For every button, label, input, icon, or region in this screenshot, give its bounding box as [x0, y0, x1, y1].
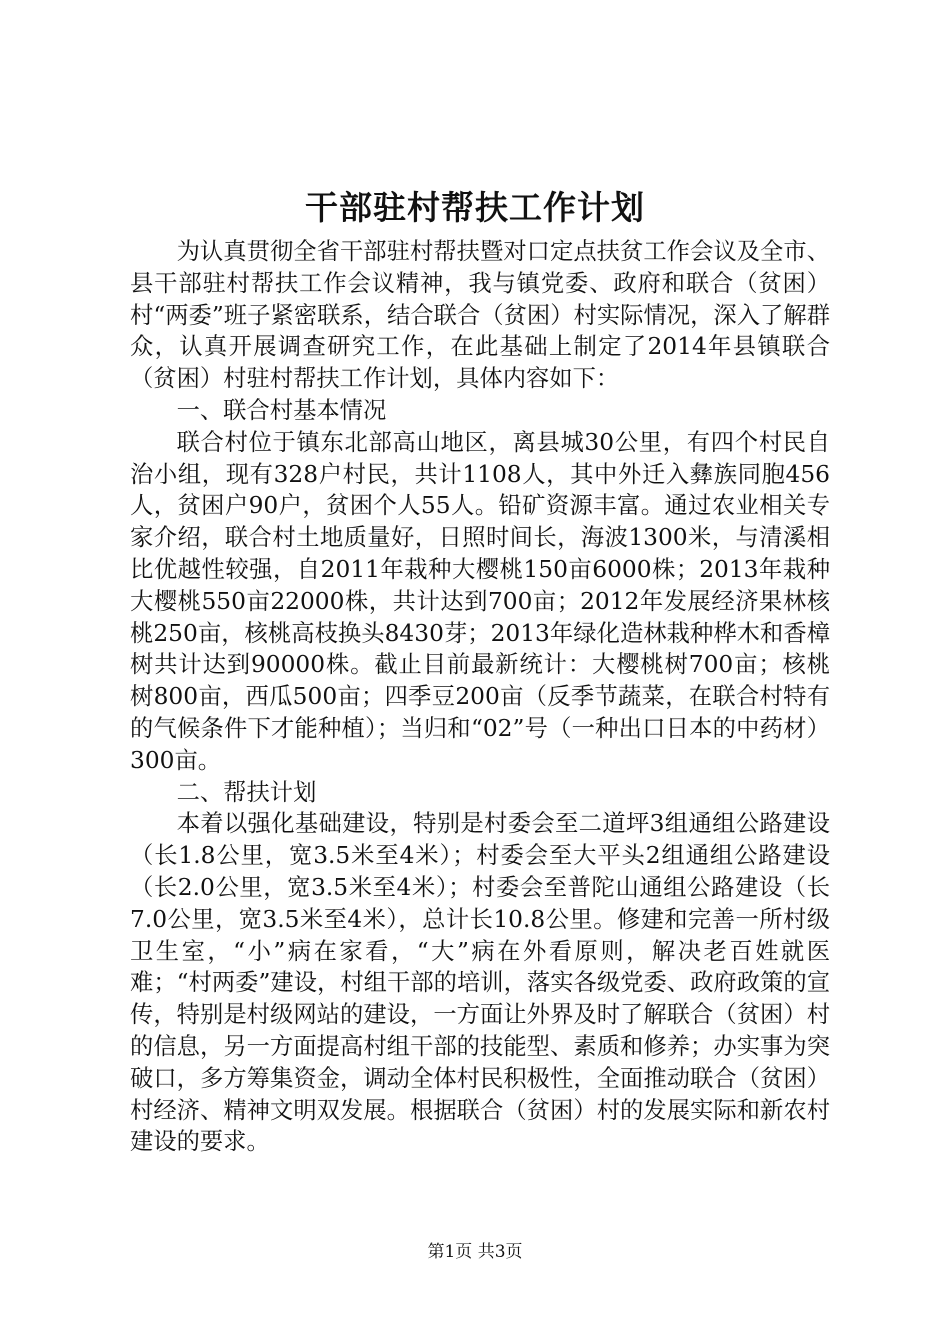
plan-paragraph: 本着以强化基础建设，特别是村委会至二道坪3组通组公路建设（长1.8公里，宽3.5米至4米）；村委会至大平头2组通组公路建设（长2.0公里，宽3.5米至4米）；村委会至普陀山通组公路建设（长7.0公里，宽3.5米至4米），总计长10.8公里。修建和完善一所村级卫生室，“小”病在家看，“大”病在外看原则，解决老百姓就医难；“村两委”建设，村组干部的培训，落实各级党委、政府政策的宣传，特别是村级网站的建设，一方面让外界及时了解联合（贫困）村的信息，另一方面提高村组干部的技能型、素质和修养；办实事为突破口，多方筹集资金，调动全体村民积极性，全面推动联合（贫困）村经济、精神文明双发展。根据联合（贫困）村的发展实际和新农村建设的要求。: [130, 810, 830, 1156]
section-heading-basic-info: 一、联合村基本情况: [176, 396, 387, 424]
document-title: 干部驻村帮扶工作计划: [305, 188, 645, 227]
page-indicator: 第1页 共3页: [427, 1242, 523, 1262]
basic-info-paragraph: 联合村位于镇东北部高山地区，离县城30公里，有四个村民自治小组，现有328户村民，共计1108人，其中外迁入彝族同胞456人，贫困户90户，贫困个人55人。铅矿资源丰富。通过农业相关专家介绍，联合村土地质量好，日照时间长，海波1300米，与清溪相比优越性较强，自2011年栽种大樱桃150亩6000株；2013年栽种大樱桃550亩22000株，共计达到700亩；2012年发展经济果林核桃250亩，核桃高枝换头8430芽；2013年绿化造林栽种桦木和香樟树共计达到90000株。截止目前最新统计：大樱桃树700亩；核桃树800亩，西瓜500亩；四季豆200亩（反季节蔬菜，在联合村特有的气候条件下才能种植）；当归和“02”号（一种出口日本的中药材）300亩。: [130, 428, 830, 774]
document-body: [130, 236, 830, 1158]
section-heading-plan: 二、帮扶计划: [176, 778, 317, 806]
intro-paragraph: 为认真贯彻全省干部驻村帮扶暨对口定点扶贫工作会议及全市、县干部驻村帮扶工作会议精神，我与镇党委、政府和联合（贫困）村“两委”班子紧密联系，结合联合（贫困）村实际情况，深入了解群众，认真开展调查研究工作，在此基础上制定了2014年县镇联合（贫困）村驻村帮扶工作计划，具体内容如下：: [130, 238, 830, 393]
